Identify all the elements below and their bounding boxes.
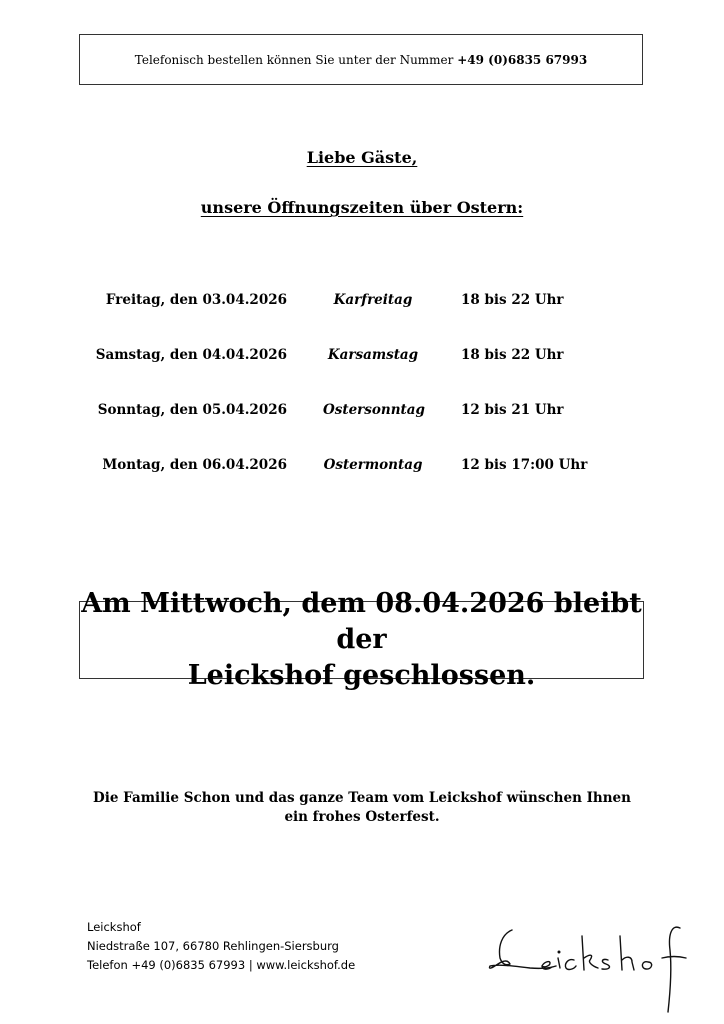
schedule-row <box>0 347 724 367</box>
opening-hours-heading: unsere Öffnungszeiten über Ostern: <box>200 198 524 217</box>
schedule-hours: 18 bis 22 Uhr <box>461 292 564 308</box>
schedule-date: Samstag, den 04.04.2026 <box>95 347 287 363</box>
signature-logo <box>484 914 699 1020</box>
phone-order-box <box>79 34 643 85</box>
schedule-row <box>0 292 724 312</box>
phone-order-text: Telefonisch bestellen können Sie unter der Nummer <box>134 52 454 67</box>
closed-notice-line1: Am Mittwoch, dem 08.04.2026 bleibt der <box>81 588 642 655</box>
closed-notice-line2: Leickshof geschlossen. <box>187 660 536 691</box>
footer-address <box>87 918 355 975</box>
schedule-hours: 12 bis 17:00 Uhr <box>461 457 588 473</box>
footer-name: Leickshof <box>87 920 141 934</box>
phone-number: +49 (0)6835 67993 <box>457 52 588 67</box>
schedule-hours: 18 bis 22 Uhr <box>461 347 564 363</box>
schedule-holiday: Ostermontag <box>323 457 423 473</box>
footer-contact: Telefon +49 (0)6835 67993 | www.leickshof.de <box>87 958 356 972</box>
schedule-date: Freitag, den 03.04.2026 <box>105 292 287 308</box>
closed-notice-box <box>79 588 644 691</box>
schedule-hours: 12 bis 21 Uhr <box>461 402 564 418</box>
schedule-date: Sonntag, den 05.04.2026 <box>97 402 287 418</box>
schedule-holiday: Ostersonntag <box>323 402 425 418</box>
greeting-heading: Liebe Gäste, <box>306 148 418 167</box>
closing-line1: Die Familie Schon und das ganze Team vom Leickshof wünschen Ihnen <box>93 790 631 806</box>
schedule-row <box>0 457 724 477</box>
closing-line2: ein frohes Osterfest. <box>284 809 440 825</box>
schedule-holiday: Karfreitag <box>333 292 413 308</box>
schedule-date: Montag, den 06.04.2026 <box>102 457 287 473</box>
schedule-row <box>0 402 724 422</box>
closing-greeting <box>0 789 724 827</box>
footer-street: Niedstraße 107, 66780 Rehlingen-Siersburg <box>87 939 339 953</box>
schedule-holiday: Karsamstag <box>327 347 419 363</box>
